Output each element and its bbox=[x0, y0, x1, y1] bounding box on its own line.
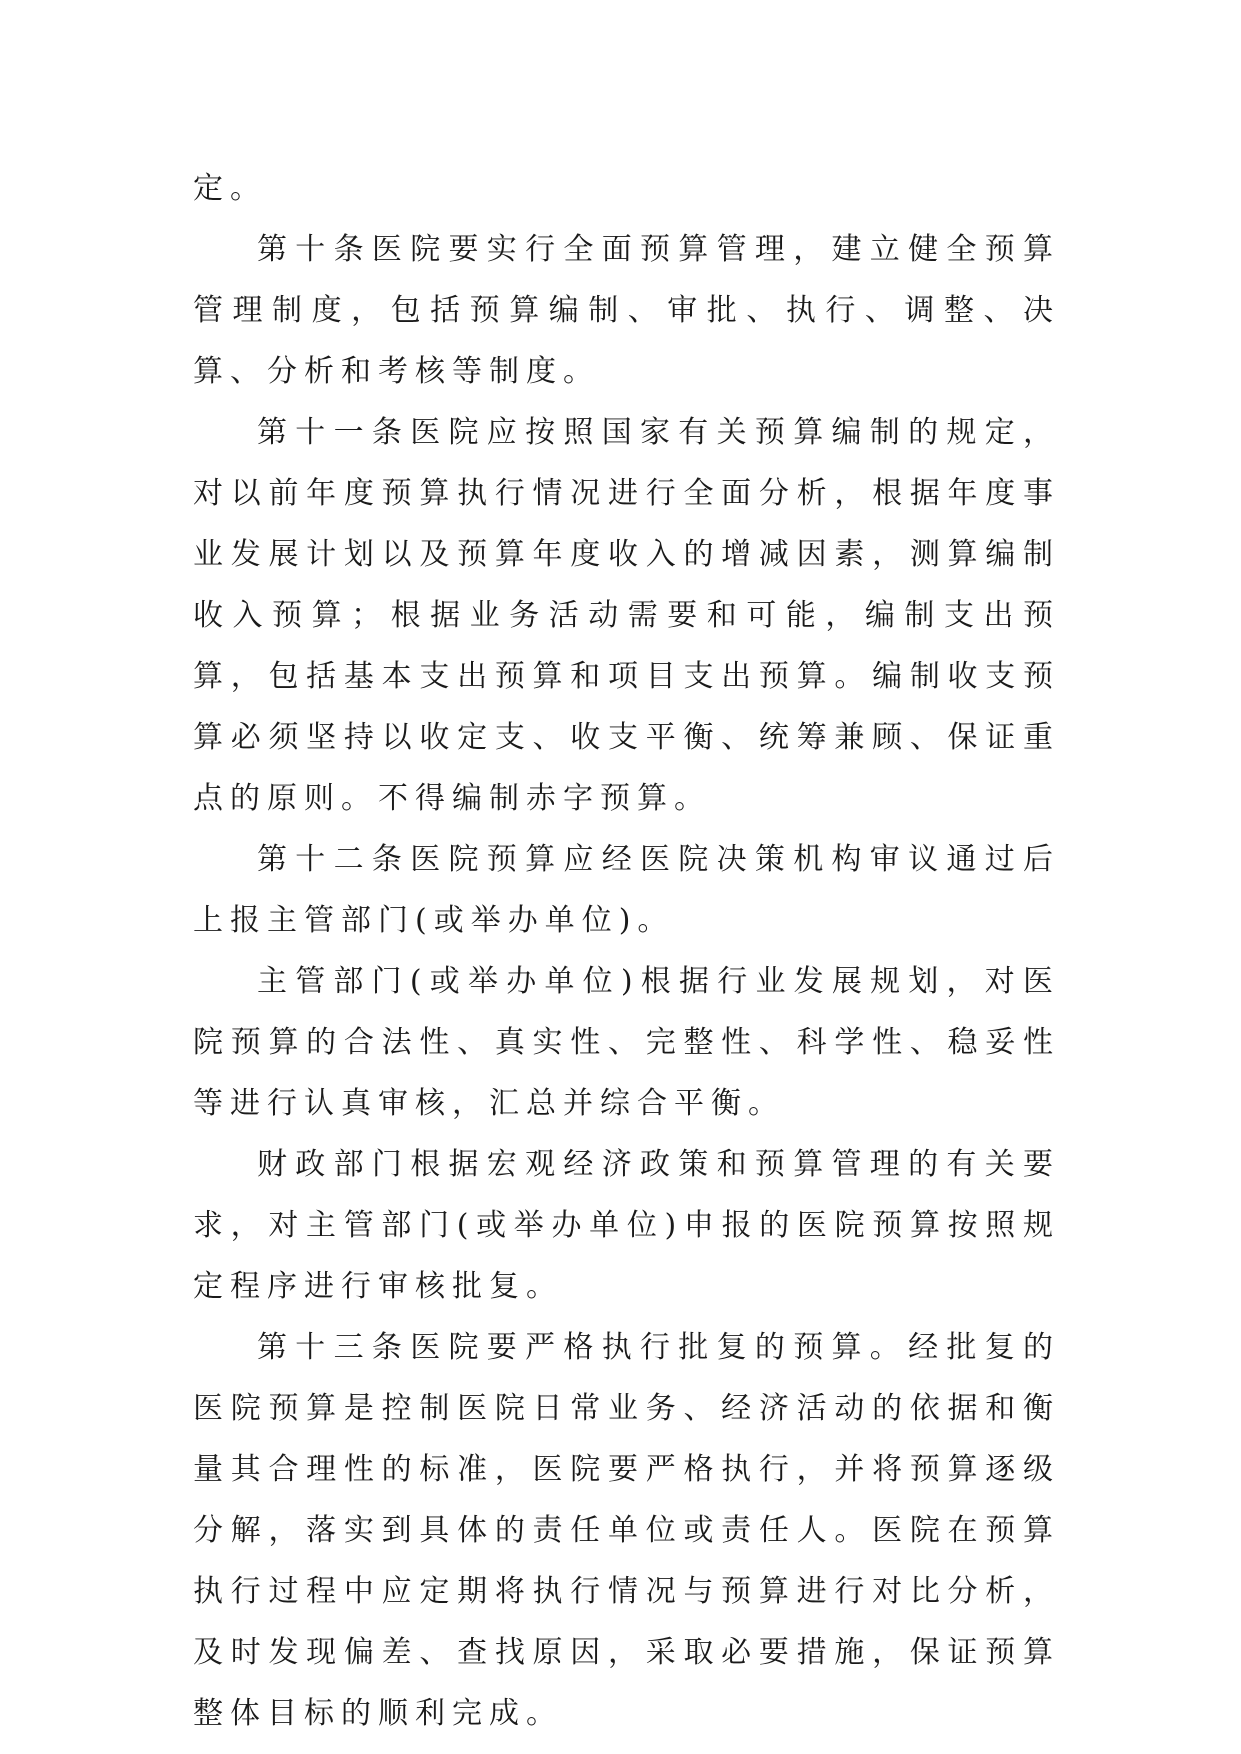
paragraph-article-12: 第十二条医院预算应经医院决策机构审议通过后上报主管部门(或举办单位)。 bbox=[193, 842, 1060, 938]
paragraph-authority-review: 主管部门(或举办单位)根据行业发展规划，对医院预算的合法性、真实性、完整性、科学性、稳妥性等进行认真审核，汇总并综合平衡。 bbox=[193, 964, 1060, 1121]
paragraph-continuation: 定。 bbox=[193, 171, 267, 206]
paragraph-finance-review: 财政部门根据宏观经济政策和预算管理的有关要求，对主管部门(或举办单位)申报的医院预算按照规定程序进行审核批复。 bbox=[193, 1147, 1060, 1304]
body-text bbox=[193, 158, 1060, 1744]
paragraph-article-10: 第十条医院要实行全面预算管理，建立健全预算管理制度，包括预算编制、审批、执行、调整、决算、分析和考核等制度。 bbox=[193, 232, 1060, 389]
paragraph-article-11: 第十一条医院应按照国家有关预算编制的规定，对以前年度预算执行情况进行全面分析，根据年度事业发展计划以及预算年度收入的增减因素，测算编制收入预算；根据业务活动需要和可能，编制支出预算，包括基本支出预算和项目支出预算。编制收支预算必须坚持以收定支、收支平衡、统筹兼顾、保证重点的原则。不得编制赤字预算。 bbox=[193, 415, 1060, 816]
paragraph-article-13: 第十三条医院要严格执行批复的预算。经批复的医院预算是控制医院日常业务、经济活动的依据和衡量其合理性的标准，医院要严格执行，并将预算逐级分解，落实到具体的责任单位或责任人。医院在预算执行过程中应定期将执行情况与预算进行对比分析，及时发现偏差、查找原因，采取必要措施，保证预算整体目标的顺利完成。 bbox=[193, 1330, 1060, 1731]
